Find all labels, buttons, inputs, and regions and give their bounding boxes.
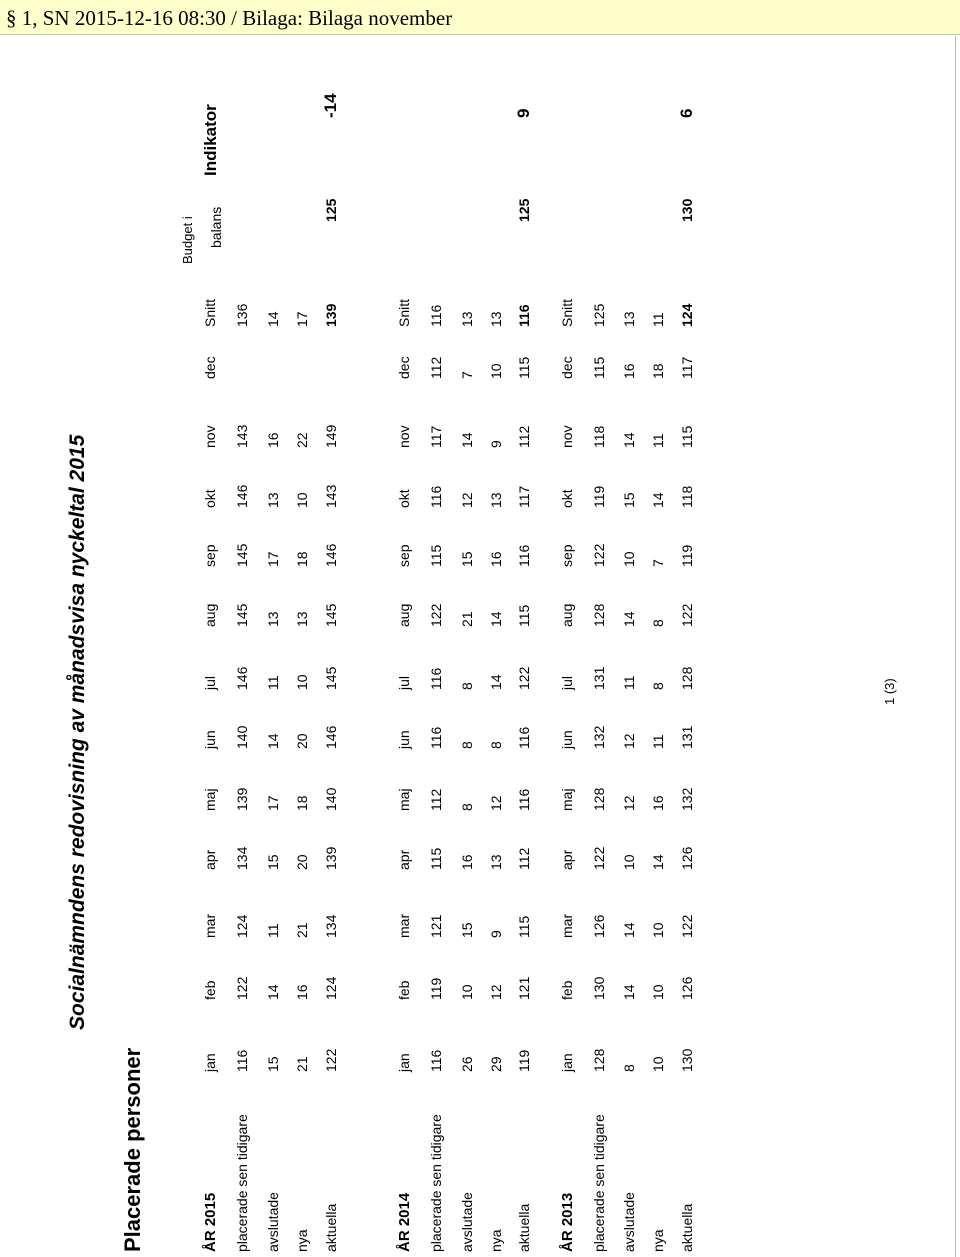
table-cell: 14 (265, 733, 281, 749)
avg-cell: 116 (516, 304, 532, 327)
month-header-mar: mar (202, 913, 218, 938)
table-cell: 116 (516, 544, 532, 567)
table-cell: 145 (234, 543, 250, 567)
table-cell: 145 (234, 603, 250, 627)
budget-value: 130 (679, 198, 695, 222)
row-label: nya (650, 1229, 666, 1252)
table-cell: 7 (650, 559, 666, 567)
table-cell: 9 (488, 440, 504, 448)
month-header-sep: sep (202, 544, 218, 567)
table-cell: 15 (265, 1056, 281, 1072)
table-cell: 21 (294, 922, 310, 938)
table-cell: 130 (679, 1048, 695, 1072)
table-cell: 122 (591, 543, 607, 567)
table-cell: 12 (621, 733, 637, 749)
table-cell: 112 (516, 847, 532, 870)
month-header-aug: aug (396, 603, 412, 627)
indicator-value: -14 (321, 93, 340, 118)
table-cell: 14 (459, 432, 475, 448)
month-header-nov: nov (202, 425, 218, 448)
month-header-mar: mar (396, 913, 412, 938)
row-label: placerade sen tidigare (234, 1114, 250, 1252)
month-header-feb: feb (202, 980, 218, 1000)
table-cell: 10 (294, 674, 310, 690)
table-cell: 11 (265, 923, 281, 938)
table-cell: 14 (621, 611, 637, 627)
table-cell: 15 (265, 854, 281, 870)
table-cell: 14 (650, 492, 666, 508)
month-header-aug: aug (202, 603, 218, 627)
table-cell: 8 (650, 619, 666, 627)
year-header-2: ÅR 2013 (559, 1192, 576, 1252)
month-header-sep: sep (396, 544, 412, 567)
table-cell: 121 (428, 914, 444, 938)
table-cell: 10 (488, 363, 504, 379)
month-header-sep: sep (559, 544, 575, 567)
table-cell: 12 (488, 984, 504, 1000)
month-header-feb: feb (559, 980, 575, 1000)
table-cell: 21 (294, 1056, 310, 1072)
table-cell: 121 (516, 976, 532, 1000)
table-cell: 14 (488, 611, 504, 627)
table-cell: 13 (294, 611, 310, 627)
month-header-dec: dec (396, 356, 412, 379)
month-header-dec: dec (202, 356, 218, 379)
table-cell: 112 (516, 425, 532, 448)
table-cell: 15 (621, 492, 637, 508)
month-header-mar: mar (559, 913, 575, 938)
month-header-aug: aug (559, 603, 575, 627)
table-cell: 122 (516, 666, 532, 690)
month-header-jun: jun (559, 730, 575, 749)
table-cell: 29 (488, 1056, 504, 1072)
table-cell: 118 (591, 425, 607, 448)
table-cell: 18 (294, 795, 310, 811)
table-cell: 145 (323, 603, 339, 627)
table-cell: 115 (428, 847, 444, 870)
table-cell: 8 (621, 1064, 637, 1072)
table-cell: 128 (591, 1048, 607, 1072)
row-label: avslutade (459, 1192, 475, 1252)
avg-cell: 13 (459, 311, 475, 327)
avg-cell: 124 (679, 303, 695, 327)
table-cell: 132 (591, 725, 607, 749)
month-header-dec: dec (559, 356, 575, 379)
table-cell: 26 (459, 1056, 475, 1072)
table-cell: 14 (488, 674, 504, 690)
table-cell: 20 (294, 854, 310, 870)
table-cell: 16 (265, 432, 281, 448)
avg-cell: 125 (591, 303, 607, 327)
row-label: avslutade (265, 1192, 281, 1252)
table-cell: 15 (459, 922, 475, 938)
month-header-jan: jan (202, 1053, 218, 1072)
table-cell: 143 (234, 424, 250, 448)
avg-header: Snitt (396, 298, 412, 327)
month-header-nov: nov (559, 425, 575, 448)
row-label: avslutade (621, 1192, 637, 1252)
table-cell: 8 (459, 741, 475, 749)
table-cell: 13 (265, 611, 281, 627)
table-cell: 128 (591, 787, 607, 811)
table-cell: 115 (428, 544, 444, 567)
table-cell: 12 (621, 795, 637, 811)
table-cell: 119 (516, 1049, 532, 1072)
table-cell: 11 (650, 734, 666, 749)
table-cell: 12 (488, 795, 504, 811)
table-cell: 122 (234, 976, 250, 1000)
table-cell: 115 (516, 915, 532, 938)
table-cell: 10 (650, 1056, 666, 1072)
table-cell: 8 (488, 741, 504, 749)
row-label: placerade sen tidigare (591, 1114, 607, 1252)
budget-value: 125 (323, 198, 339, 222)
table-cell: 116 (428, 726, 444, 749)
table-cell: 140 (323, 787, 339, 811)
avg-header: Snitt (202, 298, 218, 327)
month-header-maj: maj (396, 788, 412, 811)
table-cell: 146 (234, 484, 250, 508)
table-cell: 126 (679, 976, 695, 1000)
table-cell: 10 (621, 854, 637, 870)
table-cell: 16 (294, 984, 310, 1000)
table-cell: 115 (591, 356, 607, 379)
table-cell: 131 (591, 666, 607, 690)
table-cell: 115 (679, 425, 695, 448)
table-cell: 122 (679, 603, 695, 627)
table-cell: 132 (679, 787, 695, 811)
table-cell: 17 (265, 551, 281, 567)
table-cell: 11 (265, 675, 281, 690)
table-cell: 8 (459, 682, 475, 690)
month-header-jan: jan (559, 1053, 575, 1072)
table-cell: 124 (234, 914, 250, 938)
avg-cell: 136 (234, 303, 250, 327)
avg-cell: 14 (265, 311, 281, 327)
indicator-value: 6 (677, 108, 696, 118)
table-cell: 8 (650, 682, 666, 690)
table-cell: 10 (650, 922, 666, 938)
month-header-jun: jun (202, 730, 218, 749)
row-label: nya (488, 1229, 504, 1252)
year-header-0: ÅR 2015 (202, 1192, 219, 1252)
month-header-jul: jul (396, 675, 412, 690)
table-cell: 9 (488, 930, 504, 938)
table-cell: 119 (591, 485, 607, 508)
month-header-apr: apr (559, 849, 575, 870)
table-cell: 8 (459, 803, 475, 811)
table-cell: 122 (591, 846, 607, 870)
table-cell: 128 (591, 603, 607, 627)
avg-cell: 11 (650, 312, 666, 327)
table-cell: 15 (459, 551, 475, 567)
table-cell: 117 (679, 356, 695, 379)
table-cell: 14 (621, 432, 637, 448)
table-cell: 116 (516, 726, 532, 749)
row-label: nya (294, 1229, 310, 1252)
avg-cell: 17 (294, 311, 310, 327)
table-cell: 14 (650, 854, 666, 870)
table-cell: 128 (679, 666, 695, 690)
table-cell: 22 (294, 432, 310, 448)
table-cell: 139 (234, 787, 250, 811)
table-cell: 143 (323, 484, 339, 508)
page-number: 1 (3) (882, 678, 897, 705)
row-label: aktuella (679, 1203, 695, 1252)
table-cell: 117 (428, 425, 444, 448)
section-subtitle: Placerade personer (120, 1047, 145, 1252)
table-cell: 18 (294, 551, 310, 567)
month-header-jul: jul (559, 675, 575, 690)
table-cell: 146 (323, 725, 339, 749)
month-header-jun: jun (396, 730, 412, 749)
month-header-apr: apr (396, 849, 412, 870)
table-cell: 124 (323, 976, 339, 1000)
table-cell: 130 (591, 976, 607, 1000)
month-header-okt: okt (559, 489, 575, 508)
table-cell: 10 (294, 492, 310, 508)
scan-edge-line (955, 36, 956, 1257)
table-cell: 116 (428, 1049, 444, 1072)
table-cell: 117 (516, 485, 532, 508)
month-header-okt: okt (396, 489, 412, 508)
table-cell: 134 (323, 914, 339, 938)
table-cell: 122 (323, 1048, 339, 1072)
document-header-bar (0, 0, 960, 35)
table-cell: 146 (234, 666, 250, 690)
table-cell: 145 (323, 666, 339, 690)
table-cell: 13 (265, 492, 281, 508)
table-cell: 134 (234, 846, 250, 870)
month-header-maj: maj (202, 788, 218, 811)
avg-cell: 139 (323, 303, 339, 327)
indicator-header: Indikator (201, 104, 220, 176)
table-cell: 13 (488, 854, 504, 870)
indicator-value: 9 (514, 108, 533, 118)
month-header-jan: jan (396, 1053, 412, 1072)
table-cell: 16 (621, 363, 637, 379)
month-header-maj: maj (559, 788, 575, 811)
avg-cell: 13 (488, 311, 504, 327)
table-cell: 12 (459, 492, 475, 508)
table-cell: 115 (516, 356, 532, 379)
table-cell: 116 (234, 1049, 250, 1072)
table-cell: 16 (459, 854, 475, 870)
table-cell: 7 (459, 371, 475, 379)
table-cell: 126 (591, 914, 607, 938)
table-cell: 18 (650, 363, 666, 379)
month-header-nov: nov (396, 425, 412, 448)
table-cell: 115 (516, 604, 532, 627)
table-cell: 112 (428, 356, 444, 379)
table-cell: 131 (679, 725, 695, 749)
table-cell: 20 (294, 733, 310, 749)
table-cell: 122 (428, 603, 444, 627)
table-cell: 17 (265, 795, 281, 811)
row-label: aktuella (323, 1203, 339, 1252)
table-cell: 118 (679, 485, 695, 508)
table-cell: 149 (323, 424, 339, 448)
table-cell: 122 (679, 914, 695, 938)
month-header-jul: jul (202, 675, 218, 690)
year-header-1: ÅR 2014 (396, 1192, 413, 1252)
table-cell: 14 (621, 984, 637, 1000)
row-label: aktuella (516, 1203, 532, 1252)
table-cell: 10 (650, 984, 666, 1000)
avg-cell: 116 (428, 304, 444, 327)
table-cell: 14 (265, 984, 281, 1000)
budget-value: 125 (516, 198, 532, 222)
table-cell: 11 (621, 675, 637, 690)
table-cell: 146 (323, 543, 339, 567)
table-cell: 119 (428, 977, 444, 1000)
table-cell: 21 (459, 611, 475, 627)
table-cell: 11 (650, 433, 666, 448)
month-header-feb: feb (396, 980, 412, 1000)
table-cell: 10 (459, 984, 475, 1000)
table-cell: 16 (650, 795, 666, 811)
table-cell: 140 (234, 725, 250, 749)
table-cell: 126 (679, 846, 695, 870)
budget-header-line1: Budget i (180, 216, 195, 264)
avg-header: Snitt (559, 298, 575, 327)
month-header-apr: apr (202, 849, 218, 870)
document-header-text: § 1, SN 2015-12-16 08:30 / Bilaga: Bilaga november (6, 6, 453, 30)
table-cell: 139 (323, 846, 339, 870)
table-cell: 116 (516, 788, 532, 811)
document-title: Socialnämndens redovisning av månadsvisa nyckeltal 2015 (66, 434, 89, 1030)
table-cell: 16 (488, 551, 504, 567)
table-cell: 116 (428, 485, 444, 508)
row-label: placerade sen tidigare (428, 1114, 444, 1252)
avg-cell: 13 (621, 311, 637, 327)
table-cell: 119 (679, 544, 695, 567)
budget-header-line2: balans (208, 206, 224, 248)
table-cell: 13 (488, 492, 504, 508)
table-cell: 112 (428, 788, 444, 811)
table-cell: 116 (428, 667, 444, 690)
month-header-okt: okt (202, 489, 218, 508)
table-cell: 10 (621, 551, 637, 567)
table-cell: 14 (621, 922, 637, 938)
